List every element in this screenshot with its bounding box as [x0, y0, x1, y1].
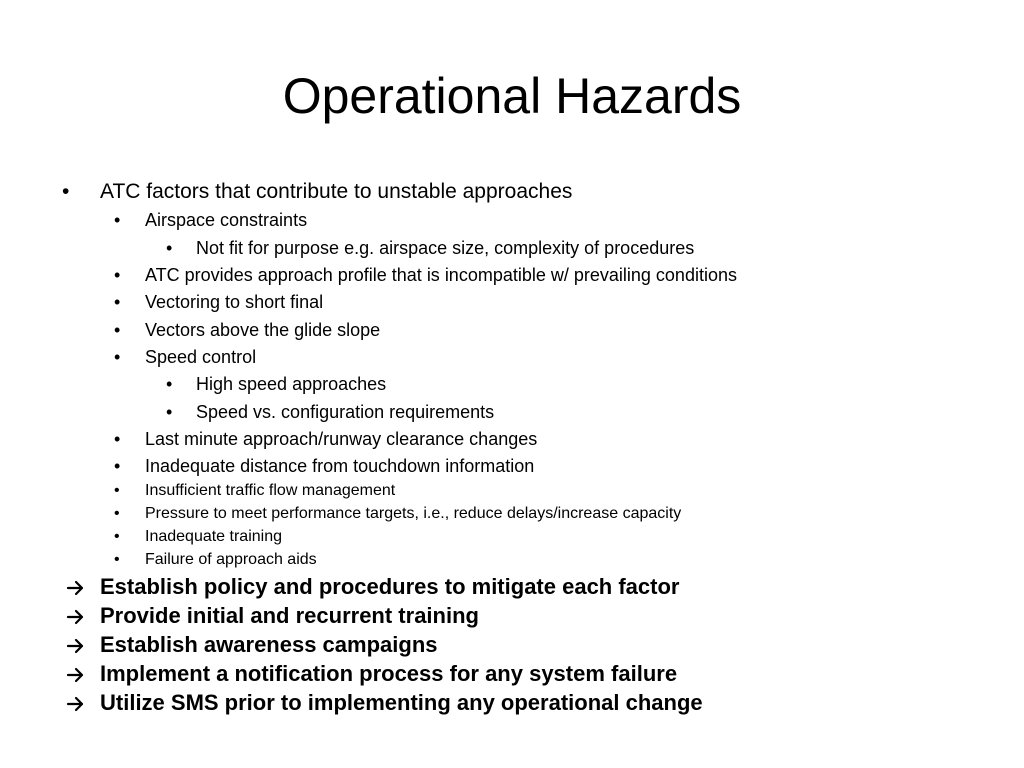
list-item: High speed approaches	[196, 374, 387, 394]
bullet-marker: •	[166, 402, 173, 422]
bullet-marker: •	[114, 528, 120, 545]
list-item: ATC factors that contribute to unstable approaches	[100, 180, 573, 203]
slide-title: Operational Hazards	[282, 68, 742, 124]
bullet-marker: •	[166, 238, 173, 258]
right-arrow-icon	[66, 607, 86, 627]
list-item: Airspace constraints	[145, 210, 308, 230]
list-item: Inadequate training	[145, 528, 282, 545]
action-item: Utilize SMS prior to implementing any operational change	[100, 690, 703, 715]
bullet-marker: •	[166, 374, 173, 394]
list-item: Vectoring to short final	[145, 292, 324, 312]
action-item: Provide initial and recurrent training	[100, 603, 479, 628]
right-arrow-icon	[66, 578, 86, 598]
bullet-marker: •	[114, 292, 121, 312]
bullet-marker: •	[114, 210, 121, 230]
list-item: Pressure to meet performance targets, i.e., reduce delays/increase capacity	[145, 505, 682, 522]
list-item: Speed control	[145, 347, 257, 367]
bullet-marker: •	[114, 429, 121, 449]
list-item: Failure of approach aids	[145, 551, 317, 568]
list-item: Not fit for purpose e.g. airspace size, complexity of procedures	[196, 238, 695, 258]
list-item: Speed vs. configuration requirements	[196, 402, 495, 422]
right-arrow-icon	[66, 636, 86, 656]
list-item: Vectors above the glide slope	[145, 320, 381, 340]
bullet-marker: •	[114, 456, 121, 476]
bullet-marker: •	[114, 551, 120, 568]
action-item: Establish awareness campaigns	[100, 632, 438, 657]
right-arrow-icon	[66, 694, 86, 714]
action-item: Implement a notification process for any system failure	[100, 661, 678, 686]
bullet-marker: •	[114, 505, 120, 522]
list-item: ATC provides approach profile that is incompatible w/ prevailing conditions	[145, 265, 737, 285]
list-item: Insufficient traffic flow management	[145, 482, 396, 499]
list-item: Inadequate distance from touchdown information	[145, 456, 535, 476]
right-arrow-icon	[66, 665, 86, 685]
bullet-marker: •	[62, 180, 70, 203]
bullet-marker: •	[114, 347, 121, 367]
list-item: Last minute approach/runway clearance changes	[145, 429, 538, 449]
bullet-marker: •	[114, 482, 120, 499]
action-item: Establish policy and procedures to mitigate each factor	[100, 574, 680, 599]
bullet-marker: •	[114, 265, 121, 285]
bullet-marker: •	[114, 320, 121, 340]
